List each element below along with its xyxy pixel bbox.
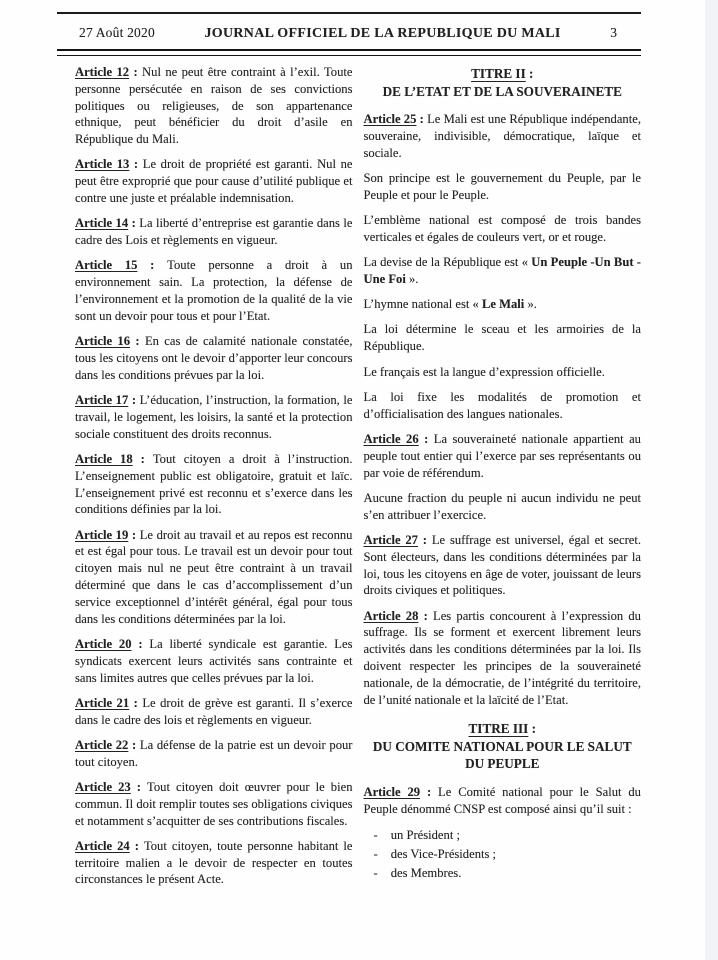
article-separator: : (129, 695, 143, 710)
article-paragraph: Article 14 : La liberté d’entreprise est garantie dans le cadre des Lois et règlements en vigueur. (75, 216, 353, 248)
right-column (364, 64, 642, 897)
article-paragraph: Article 25 : Le Mali est une République indépendante, souveraine, indivisible, démocratique, laïque et sociale. (363, 112, 641, 160)
header-double-rule (57, 49, 641, 56)
article-separator: : (418, 431, 434, 446)
section-title-line: TITRE II : (471, 66, 534, 81)
article-label: Article 25 (363, 112, 417, 126)
header-top-rule (57, 12, 641, 14)
article-paragraph: Article 26 : La souveraineté nationale appartient au peuple tout entier qui l’exerce par ses représentants ou par voie de référendum. (363, 431, 641, 480)
article-separator: : (128, 393, 140, 408)
article-label: Article 19 (75, 527, 129, 542)
article-paragraph: Article 17 : L’éducation, l’instruction, la formation, le travail, le logement, les loisirs, la santé et la protection sociale constituent des droits reconnus. (75, 393, 353, 441)
section-title-line: TITRE III : (468, 721, 536, 737)
article-separator: : (131, 636, 150, 651)
section-title (364, 720, 642, 773)
section-title-underlined: TITRE II (471, 66, 526, 81)
article-separator: : (130, 334, 145, 349)
body-paragraph: La loi détermine le sceau et les armoiries de la République. (363, 322, 641, 354)
article-separator: : (420, 784, 439, 799)
scan-edge-shadow (705, 0, 718, 960)
list-item (374, 845, 642, 864)
article-label: Article 26 (363, 431, 419, 446)
header-date: 27 Août 2020 (79, 25, 155, 40)
article-label: Article 24 (75, 838, 130, 853)
article-separator: : (132, 451, 153, 466)
article-separator: : (128, 216, 140, 231)
emphasized-text: Le Mali (481, 297, 525, 312)
header-title: JOURNAL OFFICIEL DE LA REPUBLIQUE DU MALI (204, 26, 561, 41)
article-separator: : (130, 779, 148, 794)
article-paragraph: Article 21 : Le droit de grève est garanti. Il s’exerce dans le cadre des lois et règlements en vigueur. (75, 695, 353, 727)
plain-text: ». (524, 297, 537, 312)
article-paragraph: Article 18 : Tout citoyen a droit à l’instruction. L’enseignement public est obligatoire, gratuit et laïc. L’enseignement privé est reconnu et s’exerce dans les conditions définies par la loi. (75, 451, 353, 517)
dash-bullet: - (373, 847, 378, 861)
list-item-text: des Vice-Présidents ; (390, 847, 497, 861)
article-label: Article 14 (75, 216, 129, 231)
plain-text: ». (405, 271, 419, 286)
body-paragraph: Son principe est le gouvernement du Peuple, par le Peuple et pour le Peuple. (363, 170, 641, 202)
article-label: Article 22 (75, 737, 129, 752)
article-label: Article 28 (363, 608, 419, 623)
article-label: Article 15 (75, 258, 138, 273)
article-label: Article 23 (75, 779, 131, 794)
article-paragraph: Article 15 : Toute personne a droit à un environnement sain. La protection, la défense de l’environnement et la promotion de la qualité de la vie sont un devoir pour tous et pour l’Etat. (75, 258, 353, 323)
article-paragraph: Article 24 : Tout citoyen, toute personne habitant le territoire malien a le devoir de respecter en toutes circonstances le présent Acte. (75, 838, 353, 887)
article-label: Article 12 (75, 65, 130, 79)
article-separator: : (416, 112, 428, 126)
list-item-text: des Membres. (390, 866, 462, 880)
article-separator: : (137, 258, 168, 273)
article-paragraph: Article 13 : Le droit de propriété est garanti. Nul ne peut être exproprié que pour cause d’utilité publique et contre une juste et préalable indemnisation. (75, 157, 353, 206)
article-label: Article 13 (75, 157, 130, 172)
plain-text: L’hymne national est « (363, 297, 482, 312)
two-column-body (75, 64, 641, 897)
body-paragraph (364, 296, 642, 313)
article-separator: : (417, 532, 432, 547)
emphasized-text: Un Peuple -Un But - Une Foi (363, 255, 642, 286)
article-paragraph: Article 20 : La liberté syndicale est garantie. Les syndicats exercent leurs activités sans contrainte et sans limites autres que celles prévues par la loi. (75, 636, 353, 685)
article-label: Article 29 (363, 784, 421, 799)
dash-list (374, 826, 642, 883)
body-paragraph: L’emblème national est composé de trois bandes verticales et égales de couleurs vert, or et rouge. (363, 212, 641, 244)
section-title (364, 65, 642, 100)
dash-bullet: - (373, 828, 378, 842)
dash-bullet: - (373, 866, 378, 880)
section-title-line: DE L’ETAT ET DE LA SOUVERAINETE (382, 83, 622, 99)
article-label: Article 27 (363, 532, 418, 547)
section-title-underlined: TITRE III (468, 721, 529, 737)
article-label: Article 16 (75, 334, 131, 349)
article-paragraph: Article 28 : Les partis concourent à l’expression du suffrage. Ils se forment et exercent librement leurs activités dans les conditions déterminées par la loi. Ils doivent respecter les principes de la souveraineté nationale, de la démocratie, de l’intégrité du territoire, de l’unité nationale et la laïcité de l’Etat. (363, 608, 641, 707)
body-paragraph: La loi fixe les modalités de promotion et d’officialisation des langues nationales. (363, 389, 641, 421)
article-paragraph: Article 22 : La défense de la patrie est un devoir pour tout citoyen. (75, 737, 353, 769)
article-separator: : (129, 157, 143, 172)
article-paragraph: Article 12 : Nul ne peut être contraint à l’exil. Toute personne persécutée en raison de ses convictions politiques ou religieuses, de son appartenance ethnique, peut bénéficier du droit d’asile en République du Mali. (75, 65, 353, 147)
article-label: Article 18 (75, 451, 133, 466)
header-page-number: 3 (610, 25, 617, 40)
section-title-line: DU PEUPLE (465, 756, 540, 772)
article-separator: : (418, 608, 434, 623)
article-label: Article 17 (75, 393, 129, 408)
left-column (75, 64, 353, 897)
body-paragraph: Aucune fraction du peuple ni aucun individu ne peut s’en attribuer l’exercice. (363, 490, 641, 522)
article-paragraph: Article 27 : Le suffrage est universel, égal et secret. Sont électeurs, dans les conditions déterminées par la loi, tous les citoyens en âge de voter, jouissant de leurs droits civiques et politiques. (363, 532, 641, 598)
article-paragraph: Article 19 : Le droit au travail et au repos est reconnu et est égal pour tous. Le travail est un devoir pour tout citoyen mais nul ne peut être contraint à un travail déterminé que dans le cas d’accomplissement d’un service exceptionnel d’intérêt général, égal pour tous dans les conditions déterminées par la loi. (75, 527, 353, 626)
article-paragraph: Article 23 : Tout citoyen doit œuvrer pour le bien commun. Il doit remplir toutes ses obligations civiques et notamment s’acquitter de ses contributions fiscales. (75, 779, 353, 828)
article-label: Article 21 (75, 695, 130, 710)
list-item (374, 864, 642, 883)
body-paragraph: Le français est la langue d’expression officielle. (363, 364, 605, 379)
article-separator: : (129, 65, 143, 79)
article-separator: : (129, 838, 144, 853)
section-title-line: DU COMITE NATIONAL POUR LE SALUT (372, 738, 632, 754)
article-paragraph: Article 29 : Le Comité national pour le Salut du Peuple dénommé CNSP est composé ainsi qu’il suit : (363, 784, 641, 816)
page-header (75, 25, 641, 42)
list-item (374, 826, 642, 845)
list-item-text: un Président ; (390, 828, 460, 842)
article-separator: : (128, 527, 140, 542)
body-paragraph (364, 254, 642, 288)
article-paragraph: Article 16 : En cas de calamité nationale constatée, tous les citoyens ont le devoir d’apporter leur concours dans les conditions prévues par la loi. (75, 334, 353, 382)
plain-text: La devise de la République est « (363, 255, 532, 270)
article-label: Article 20 (75, 636, 132, 651)
article-separator: : (128, 737, 140, 752)
